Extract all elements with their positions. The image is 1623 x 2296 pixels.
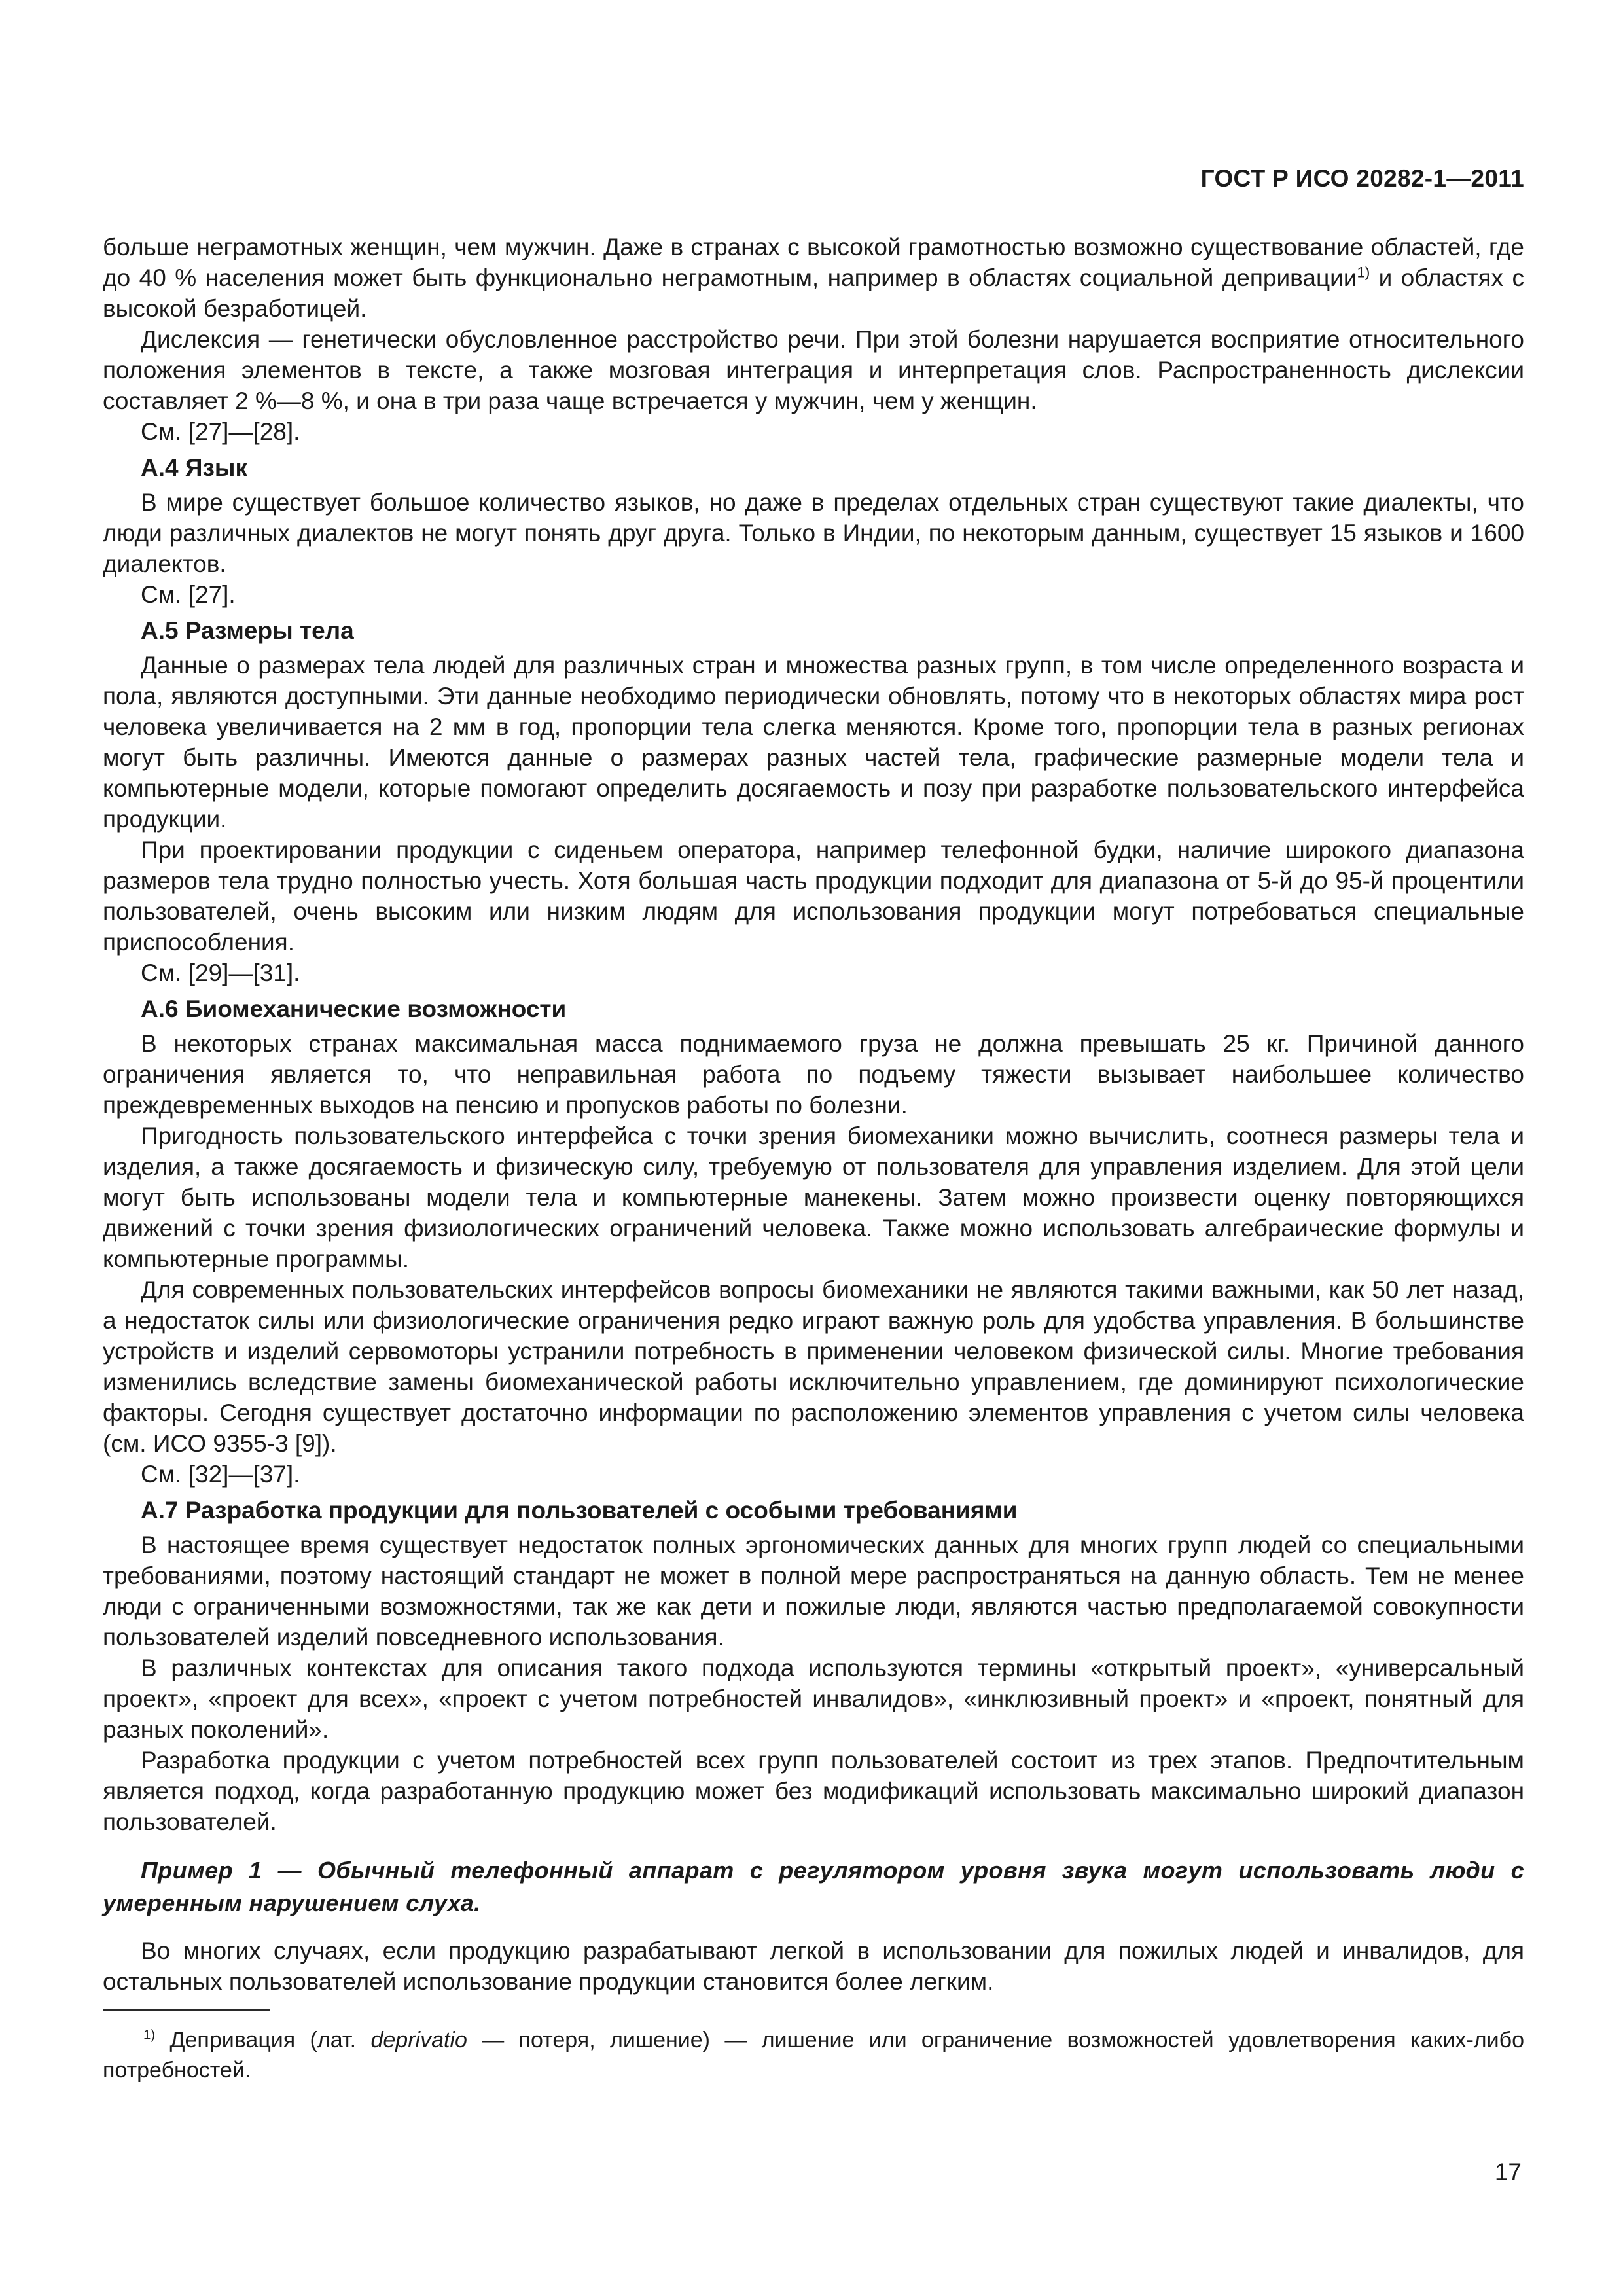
paragraph <box>103 579 1524 610</box>
paragraph <box>103 650 1524 834</box>
text-run: А.7 Разработка продукции для пользователей с особыми требованиями <box>141 1497 1018 1524</box>
footnote-area <box>103 2009 1524 2085</box>
paragraph <box>103 1530 1524 1653</box>
footnote-marker: 1) <box>143 2028 156 2043</box>
paragraph <box>103 1459 1524 1490</box>
text-run: Разработка продукции с учетом потребностей всех групп пользователей состоит из трех этапов. Предпочтительным является подход, когда разработанную продукцию может без модификаций использовать максимально широкий диапазон пользователей. <box>103 1747 1524 1835</box>
text-run: См. [27]. <box>141 581 236 608</box>
text-run: В настоящее время существует недостаток полных эргономических данных для многих групп людей со специальными требованиями, поэтому настоящий стандарт не может в полной мере распространяться на данную область. Тем не менее люди с ограниченными возможностями, так же как дети и пожилые люди, являются частью предполагаемой совокупности пользователей изделий повседневного использования. <box>103 1532 1524 1651</box>
text-run: Во многих случаях, если продукцию разрабатывают легкой в использовании для пожилых людей и инвалидов, для остальных пользователей использование продукции становится более легким. <box>103 1937 1524 1995</box>
text-run: Для современных пользовательских интерфейсов вопросы биомеханики не являются такими важными, как 50 лет назад, а недостаток силы или физиологические ограничения редко играют важную роль для удобства управления. В большинстве устройств и изделий сервомоторы устранили потребность в применении человеком физической силы. Многие требования изменились вследствие замены биомеханической работы исключительно управлением, где доминируют психологические факторы. Сегодня существует достаточно информации по расположению элементов управления с учетом силы человека (см. ИСО 9355-3 [9]). <box>103 1276 1524 1457</box>
text-run: См. [32]—[37]. <box>141 1461 300 1488</box>
text-run: А.5 Размеры тела <box>141 617 354 644</box>
text-run: См. [27]—[28]. <box>141 418 300 445</box>
footnote-text-after: — потеря, лишение) — лишение или ограничение возможностей удовлетворения каких-либо потребностей. <box>103 2028 1524 2083</box>
text-run: См. [29]—[31]. <box>141 960 300 986</box>
paragraph <box>103 324 1524 416</box>
paragraph <box>103 487 1524 579</box>
text-run: В некоторых странах максимальная масса поднимаемого груза не должна превышать 25 кг. Причиной данного ограничения является то, что неправильная работа по подъему тяжести вызывает наибольшее количество преждевременных выходов на пенсию и пропусков работы по болезни. <box>103 1030 1524 1119</box>
document-body <box>103 165 1524 1997</box>
text-run: В различных контекстах для описания такого подхода используются термины «открытый проект», «универсальный проект», «проект для всех», «проект с учетом потребностей инвалидов», «инклюзивный проект» и «проект, понятный для разных поколений». <box>103 1655 1524 1743</box>
paragraph <box>103 958 1524 988</box>
footnote-text-before: Депривация (лат. <box>155 2028 371 2053</box>
example-paragraph <box>103 1854 1524 1920</box>
paragraph <box>103 1028 1524 1121</box>
text-run: А.6 Биомеханические возможности <box>141 996 567 1022</box>
text-run: Дислексия — генетически обусловленное расстройство речи. При этой болезни нарушается восприятие относительного положения элементов в тексте, а также мозговая интеграция и интерпретация слов. Распространенность дислексии составляет 2 %—8 %, и она в три раза чаще встречается у мужчин, чем у женщин. <box>103 326 1524 414</box>
paragraph <box>103 834 1524 958</box>
paragraph <box>103 1274 1524 1459</box>
paragraph <box>103 1653 1524 1745</box>
text-run: больше неграмотных женщин, чем мужчин. Даже в странах с высокой грамотностью возможно существование областей, где до 40 % населения может быть функционально неграмотным, например в областях социальной депривации <box>103 234 1524 291</box>
section-heading <box>103 452 1524 483</box>
page-number: 17 <box>1494 2159 1522 2185</box>
section-heading <box>103 615 1524 646</box>
paragraph <box>103 1745 1524 1837</box>
footnote <box>103 2025 1524 2085</box>
text-run: и областях с высокой безработицей. <box>103 264 1524 322</box>
text-run: А.4 Язык <box>141 454 247 481</box>
paragraph <box>103 1121 1524 1274</box>
content-blocks <box>103 232 1524 1997</box>
paragraph <box>103 1935 1524 1997</box>
footnote-divider <box>103 2009 270 2011</box>
text-run: Пример 1 — Обычный телефонный аппарат с регулятором уровня звука могут использовать люди с умеренным нарушением слуха. <box>103 1857 1524 1916</box>
section-heading <box>103 1495 1524 1526</box>
document-header: ГОСТ Р ИСО 20282-1—2011 <box>1200 165 1524 192</box>
footnote-term-latin: deprivatio <box>370 2028 467 2053</box>
section-heading <box>103 994 1524 1024</box>
text-run: Пригодность пользовательского интерфейса с точки зрения биомеханики можно вычислить, соотнеся размеры тела и изделия, а также досягаемость и физическую силу, требуемую от пользователя для управления изделием. Для этой цели могут быть использованы модели тела и компьютерные манекены. Затем можно произвести оценку повторяющихся движений с точки зрения физиологических ограничений человека. Также можно использовать алгебраические формулы и компьютерные программы. <box>103 1122 1524 1272</box>
footnote-reference-marker: 1) <box>1357 264 1370 281</box>
text-run: При проектировании продукции с сиденьем оператора, например телефонной будки, наличие широкого диапазона размеров тела трудно полностью учесть. Хотя большая часть продукции подходит для диапазона от 5-й до 95-й процентили пользователей, очень высоким или низким людям для использования продукции могут потребоваться специальные приспособления. <box>103 836 1524 956</box>
text-run: В мире существует большое количество языков, но даже в пределах отдельных стран существуют такие диалекты, что люди различных диалектов не могут понять друг друга. Только в Индии, по некоторым данным, существует 15 языков и 1600 диалектов. <box>103 489 1524 577</box>
paragraph <box>103 232 1524 324</box>
text-run: Данные о размерах тела людей для различных стран и множества разных групп, в том числе определенного возраста и пола, являются доступными. Эти данные необходимо периодически обновлять, потому что в некоторых областях мира рост человека увеличивается на 2 мм в год, пропорции тела слегка меняются. Кроме того, пропорции тела в разных регионах могут быть различны. Имеются данные о размерах разных частей тела, графические размерные модели тела и компьютерные модели, которые помогают определить досягаемость и позу при разработке пользовательского интерфейса продукции. <box>103 652 1524 833</box>
paragraph <box>103 416 1524 447</box>
